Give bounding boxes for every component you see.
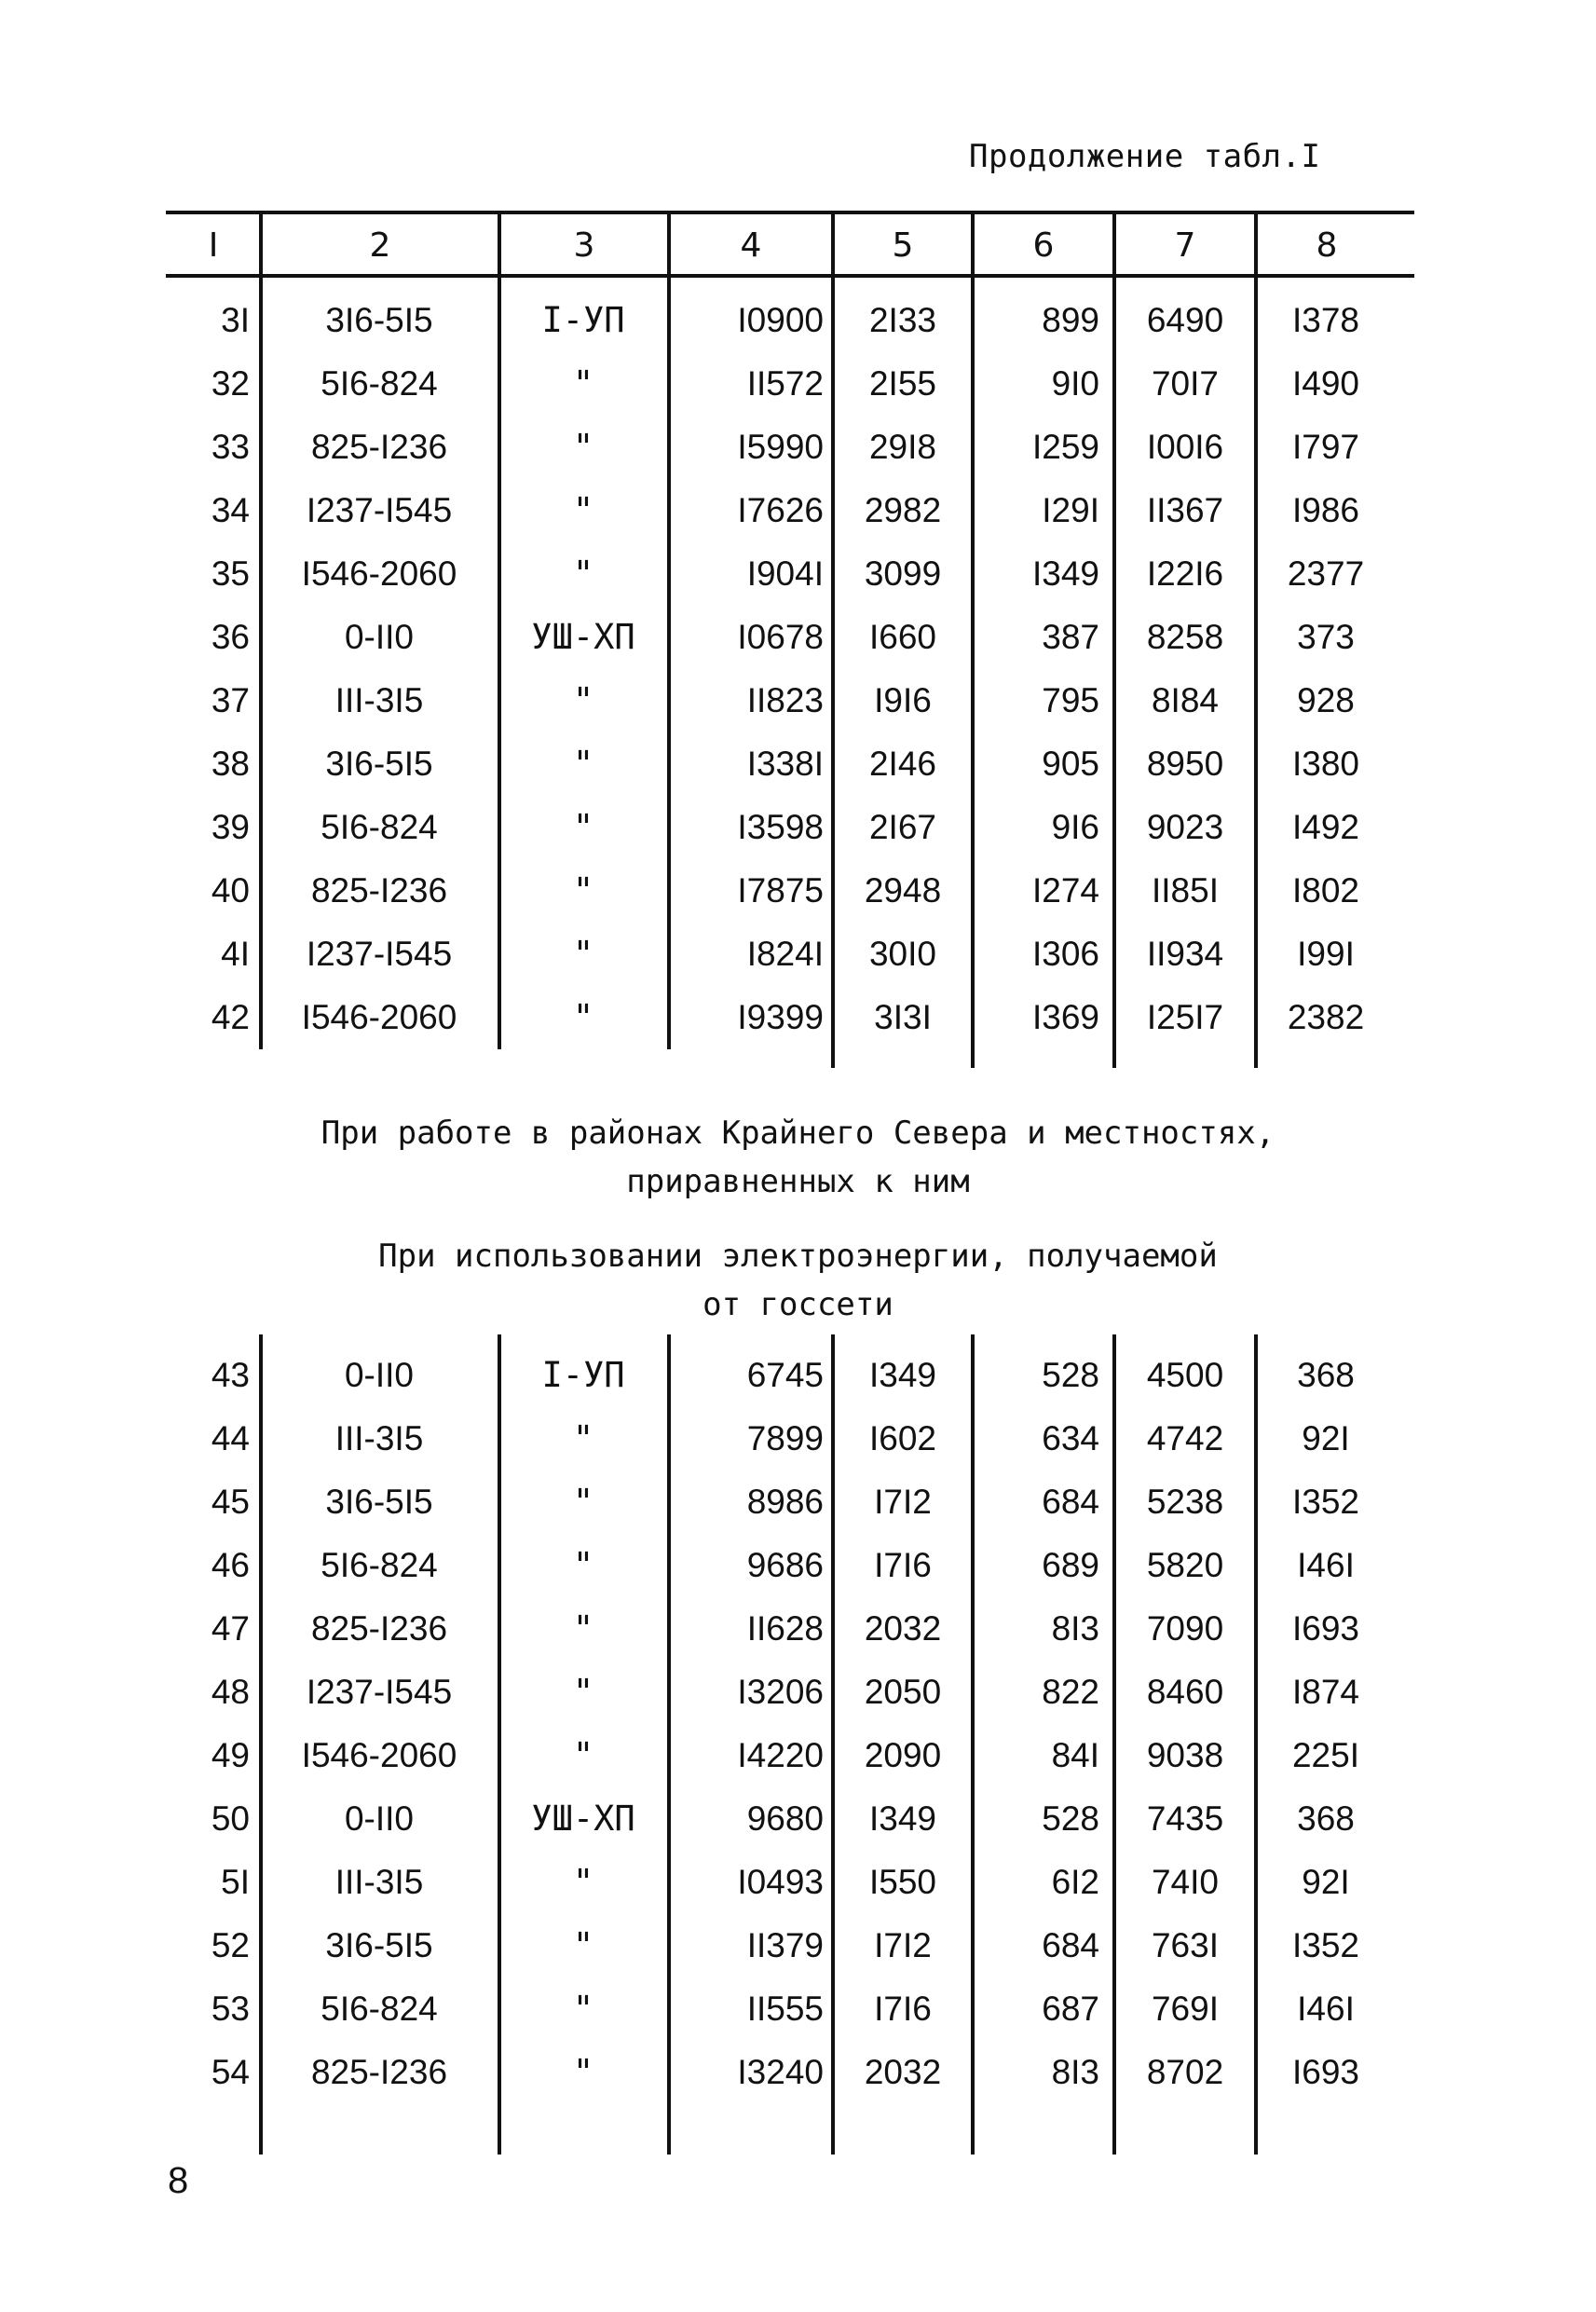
table-cell-col-7: 5238 <box>1146 1483 1224 1521</box>
table-cell-col-3: " <box>572 807 594 847</box>
table-cell-col-8: I490 <box>1291 364 1359 403</box>
table-cell-col-7: I22I6 <box>1146 554 1224 593</box>
table-row <box>166 923 1414 986</box>
table-cell-col-2: 0-II0 <box>344 618 415 656</box>
table-cell-col-2: 825-I236 <box>310 428 448 466</box>
table-row <box>166 1471 1414 1534</box>
table-cell-col-6: I349 <box>1031 554 1099 593</box>
table-header-rule <box>166 274 1414 278</box>
table-cell-col-3: " <box>572 427 594 467</box>
table-cell-col-8: I352 <box>1291 1483 1359 1521</box>
table-cell-col-7: 70I7 <box>1151 364 1219 403</box>
table-cell-col-7: II85I <box>1152 871 1219 910</box>
table-cell-col-6: 8I3 <box>1051 2053 1099 2091</box>
table-cell-col-7: 7435 <box>1146 1799 1224 1838</box>
table-row <box>166 1661 1414 1724</box>
table-cell-col-8: 225I <box>1291 1736 1359 1774</box>
table-cell-col-6: I306 <box>1031 935 1099 973</box>
table-header-row <box>166 214 1414 278</box>
table-cell-col-4: I7875 <box>737 871 824 910</box>
table-cell-col-3: " <box>572 870 594 910</box>
table-cell-col-2: I237-I545 <box>306 935 453 973</box>
table-cell-col-8: 92I <box>1302 1419 1350 1457</box>
table-cell-col-1: 32 <box>211 364 250 403</box>
table-cell-col-3: " <box>572 744 594 784</box>
table-row <box>166 416 1414 479</box>
table-cell-col-7: 4500 <box>1146 1356 1224 1394</box>
table-cell-col-6: I274 <box>1031 871 1099 910</box>
table-cell-col-6: 905 <box>1042 745 1099 783</box>
table-cell-col-6: 795 <box>1042 681 1099 719</box>
table-row <box>166 289 1414 352</box>
table-cell-col-5: I349 <box>868 1799 936 1838</box>
table-cell-col-2: 825-I236 <box>310 2053 448 2091</box>
table-cell-col-3: " <box>572 934 594 974</box>
table-cell-col-4: I9399 <box>737 998 824 1036</box>
table-cell-col-1: 46 <box>211 1546 250 1584</box>
table-row <box>166 1344 1414 1407</box>
header-col-4: 4 <box>740 226 762 265</box>
header-col-6: 6 <box>1032 226 1055 265</box>
table-row <box>166 479 1414 542</box>
table-cell-col-7: 7090 <box>1146 1609 1224 1648</box>
header-col-1: I <box>208 226 219 265</box>
table-cell-col-5: 3I3I <box>874 998 932 1036</box>
table-cell-col-5: I660 <box>868 618 936 656</box>
table-cell-col-5: I7I6 <box>874 1990 932 2028</box>
table-cell-col-5: 30I0 <box>868 935 936 973</box>
table-cell-col-7: 763I <box>1151 1926 1219 1964</box>
table-row <box>166 669 1414 732</box>
table-cell-col-5: I7I2 <box>874 1926 932 1964</box>
table-cell-col-2: 3I6-5I5 <box>325 1926 433 1964</box>
table-cell-col-8: I380 <box>1291 745 1359 783</box>
table-cell-col-1: 49 <box>211 1736 250 1774</box>
table-row <box>166 796 1414 859</box>
table-cell-col-5: I349 <box>868 1356 936 1394</box>
table-cell-col-2: I237-I545 <box>306 1673 453 1711</box>
table-cell-col-3: " <box>572 1989 594 2029</box>
table-cell-col-6: 634 <box>1042 1419 1099 1457</box>
section-heading-line: приравненных к ним <box>626 1163 970 1200</box>
table-cell-col-6: 6I2 <box>1051 1863 1099 1901</box>
table-cell-col-8: I352 <box>1291 1926 1359 1964</box>
table-cell-col-6: 528 <box>1042 1799 1099 1838</box>
table-cell-col-5: 2I33 <box>868 301 936 339</box>
table-cell-col-4: 9686 <box>746 1546 824 1584</box>
table-cell-col-4: I3240 <box>737 2053 824 2091</box>
table-cell-col-8: I46I <box>1297 1990 1355 2028</box>
table-cell-col-1: 36 <box>211 618 250 656</box>
table-cell-col-7: 5820 <box>1146 1546 1224 1584</box>
table-cell-col-2: 5I6-824 <box>321 808 438 846</box>
table-cell-col-4: 8986 <box>746 1483 824 1521</box>
table-cell-col-4: I338I <box>746 745 824 783</box>
table-cell-col-6: 387 <box>1042 618 1099 656</box>
table-cell-col-4: I3598 <box>737 808 824 846</box>
table-cell-col-5: 2I67 <box>868 808 936 846</box>
table-cell-col-4: I0493 <box>737 1863 824 1901</box>
table-cell-col-1: 45 <box>211 1483 250 1521</box>
table-row <box>166 1787 1414 1851</box>
table-cell-col-1: 42 <box>211 998 250 1036</box>
table-cell-col-1: 52 <box>211 1926 250 1964</box>
table-cell-col-8: I492 <box>1291 808 1359 846</box>
table-cell-col-3: I-УП <box>541 300 625 340</box>
table-cell-col-3: " <box>572 363 594 404</box>
table-cell-col-6: I369 <box>1031 998 1099 1036</box>
table-cell-col-1: 34 <box>211 491 250 529</box>
table-cell-col-3: " <box>572 1418 594 1458</box>
table-cell-col-5: 2I55 <box>868 364 936 403</box>
table-cell-col-7: 8950 <box>1146 745 1224 783</box>
table-cell-col-7: 769I <box>1151 1990 1219 2028</box>
table-row <box>166 1407 1414 1471</box>
table-cell-col-4: II628 <box>746 1609 824 1648</box>
table-cell-col-2: I546-2060 <box>301 998 457 1036</box>
header-col-7: 7 <box>1174 226 1196 265</box>
table-cell-col-2: 3I6-5I5 <box>325 1483 433 1521</box>
table-cell-col-7: 8702 <box>1146 2053 1224 2091</box>
table-row <box>166 1977 1414 2041</box>
table-cell-col-3: УШ-ХП <box>531 617 635 657</box>
table-row <box>166 2041 1414 2104</box>
table-cell-col-1: 44 <box>211 1419 250 1457</box>
table-cell-col-3: " <box>572 1735 594 1775</box>
table-cell-col-3: " <box>572 1672 594 1712</box>
table-cell-col-7: II367 <box>1146 491 1224 529</box>
table-cell-col-8: 92I <box>1302 1863 1350 1901</box>
table-cell-col-2: 5I6-824 <box>321 1990 438 2028</box>
table-cell-col-2: 825-I236 <box>310 1609 448 1648</box>
table-cell-col-1: 38 <box>211 745 250 783</box>
table-cell-col-8: I99I <box>1297 935 1355 973</box>
table-cell-col-1: 48 <box>211 1673 250 1711</box>
table-cell-col-5: I602 <box>868 1419 936 1457</box>
table-cell-col-7: 6490 <box>1146 301 1224 339</box>
table-cell-col-2: III-3I5 <box>334 1863 424 1901</box>
header-col-8: 8 <box>1316 226 1338 265</box>
table-cell-col-1: 35 <box>211 554 250 593</box>
table-row <box>166 1534 1414 1597</box>
table-cell-col-1: 33 <box>211 428 250 466</box>
table-cell-col-1: 39 <box>211 808 250 846</box>
table-row <box>166 352 1414 416</box>
table-cell-col-3: " <box>572 490 594 530</box>
table-cell-col-2: 3I6-5I5 <box>325 301 433 339</box>
table-cell-col-5: 2032 <box>864 2053 942 2091</box>
table-cell-col-6: 9I6 <box>1051 808 1099 846</box>
table-cell-col-6: 689 <box>1042 1546 1099 1584</box>
table-cell-col-7: 4742 <box>1146 1419 1224 1457</box>
table-cell-col-6: 822 <box>1042 1673 1099 1711</box>
table-cell-col-7: 9038 <box>1146 1736 1224 1774</box>
table-cell-col-6: 687 <box>1042 1990 1099 2028</box>
section-heading-grid <box>186 1232 1410 1329</box>
table-cell-col-8: I802 <box>1291 871 1359 910</box>
table-cell-col-2: I546-2060 <box>301 1736 457 1774</box>
table-cell-col-5: 3099 <box>864 554 942 593</box>
table-cell-col-5: 29I8 <box>868 428 936 466</box>
table-cell-col-4: I5990 <box>737 428 824 466</box>
header-col-3: 3 <box>573 226 595 265</box>
table-row <box>166 606 1414 669</box>
table-cell-col-8: 368 <box>1297 1356 1355 1394</box>
table-cell-col-6: 84I <box>1051 1736 1099 1774</box>
table-cell-col-7: I00I6 <box>1146 428 1224 466</box>
table-cell-col-2: III-3I5 <box>334 681 424 719</box>
table-cell-col-2: 0-II0 <box>344 1799 415 1838</box>
table-cell-col-4: 6745 <box>746 1356 824 1394</box>
table-caption: Продолжение табл.I <box>969 138 1321 175</box>
table-cell-col-3: " <box>572 1925 594 1965</box>
table-cell-col-2: I237-I545 <box>306 491 453 529</box>
table-cell-col-1: 54 <box>211 2053 250 2091</box>
table-row <box>166 986 1414 1049</box>
table-cell-col-5: 2090 <box>864 1736 942 1774</box>
table-row <box>166 732 1414 796</box>
table-cell-col-7: 9023 <box>1146 808 1224 846</box>
table-cell-col-7: 8460 <box>1146 1673 1224 1711</box>
table-cell-col-6: I29I <box>1042 491 1099 529</box>
table-cell-col-5: 2948 <box>864 871 942 910</box>
table-cell-col-1: 5I <box>221 1863 250 1901</box>
table-cell-col-8: I986 <box>1291 491 1359 529</box>
table-cell-col-3: " <box>572 2052 594 2092</box>
table-cell-col-7: 8258 <box>1146 618 1224 656</box>
table-row <box>166 1724 1414 1787</box>
section-heading-north <box>186 1109 1410 1206</box>
table-cell-col-4: 7899 <box>746 1419 824 1457</box>
table-cell-col-8: I378 <box>1291 301 1359 339</box>
table-cell-col-5: 2I46 <box>868 745 936 783</box>
table-cell-col-4: II555 <box>746 1990 824 2028</box>
table-cell-col-6: 684 <box>1042 1483 1099 1521</box>
table-cell-col-1: 47 <box>211 1609 250 1648</box>
table-cell-col-7: 8I84 <box>1151 681 1219 719</box>
section-heading-line: При работе в районах Крайнего Севера и местностях, <box>321 1115 1275 1152</box>
table-cell-col-5: I7I2 <box>874 1483 932 1521</box>
table-cell-col-5: I9I6 <box>874 681 932 719</box>
table-cell-col-6: 528 <box>1042 1356 1099 1394</box>
table-cell-col-3: " <box>572 1608 594 1648</box>
table-cell-col-8: I693 <box>1291 1609 1359 1648</box>
table-cell-col-4: I0900 <box>737 301 824 339</box>
table-cell-col-2: 5I6-824 <box>321 1546 438 1584</box>
table-row <box>166 859 1414 923</box>
table-cell-col-5: 2032 <box>864 1609 942 1648</box>
table-cell-col-3: I-УП <box>541 1355 625 1395</box>
table-cell-col-4: II379 <box>746 1926 824 1964</box>
table-cell-col-4: I0678 <box>737 618 824 656</box>
table-cell-col-6: 684 <box>1042 1926 1099 1964</box>
table-cell-col-3: " <box>572 1862 594 1902</box>
table-cell-col-3: " <box>572 680 594 720</box>
table-cell-col-8: 2377 <box>1287 554 1365 593</box>
table-cell-col-8: 928 <box>1297 681 1355 719</box>
table-cell-col-8: I874 <box>1291 1673 1359 1711</box>
table-cell-col-6: 9I0 <box>1051 364 1099 403</box>
table-cell-col-3: " <box>572 997 594 1037</box>
table-cell-col-8: 2382 <box>1287 998 1365 1036</box>
table-cell-col-4: I7626 <box>737 491 824 529</box>
table-cell-col-3: " <box>572 1482 594 1522</box>
table-row <box>166 1914 1414 1977</box>
table-cell-col-6: 899 <box>1042 301 1099 339</box>
section-heading-line: При использовании электроэнергии, получаемой <box>378 1238 1218 1275</box>
table-cell-col-1: 50 <box>211 1799 250 1838</box>
table-cell-col-8: 373 <box>1297 618 1355 656</box>
table-cell-col-1: 3I <box>221 301 250 339</box>
table-cell-col-7: II934 <box>1146 935 1224 973</box>
table-cell-col-4: II823 <box>746 681 824 719</box>
table-cell-col-2: 825-I236 <box>310 871 448 910</box>
header-col-2: 2 <box>369 226 391 265</box>
table-cell-col-1: 43 <box>211 1356 250 1394</box>
table-cell-col-4: I4220 <box>737 1736 824 1774</box>
table-cell-col-8: I46I <box>1297 1546 1355 1584</box>
table-cell-col-4: 9680 <box>746 1799 824 1838</box>
table-cell-col-5: I550 <box>868 1863 936 1901</box>
table-cell-col-8: I693 <box>1291 2053 1359 2091</box>
table-cell-col-1: 53 <box>211 1990 250 2028</box>
table-cell-col-3: " <box>572 1545 594 1585</box>
table-cell-col-5: 2982 <box>864 491 942 529</box>
table-cell-col-2: 0-II0 <box>344 1356 415 1394</box>
section-heading-line: от госсети <box>703 1286 893 1323</box>
table-cell-col-7: I25I7 <box>1146 998 1224 1036</box>
table-cell-col-1: 4I <box>221 935 250 973</box>
table-cell-col-2: I546-2060 <box>301 554 457 593</box>
table-cell-col-4: I824I <box>746 935 824 973</box>
table-cell-col-1: 37 <box>211 681 250 719</box>
table-row <box>166 1851 1414 1914</box>
table-row <box>166 542 1414 606</box>
table-cell-col-4: I3206 <box>737 1673 824 1711</box>
table-cell-col-5: I7I6 <box>874 1546 932 1584</box>
table-cell-col-3: " <box>572 554 594 594</box>
table-cell-col-1: 40 <box>211 871 250 910</box>
table-cell-col-2: 3I6-5I5 <box>325 745 433 783</box>
table-cell-col-2: 5I6-824 <box>321 364 438 403</box>
table-cell-col-6: I259 <box>1031 428 1099 466</box>
table-cell-col-4: II572 <box>746 364 824 403</box>
header-col-5: 5 <box>892 226 914 265</box>
table-row <box>166 1597 1414 1661</box>
table-cell-col-7: 74I0 <box>1151 1863 1219 1901</box>
table-cell-col-4: I904I <box>746 554 824 593</box>
table-cell-col-2: III-3I5 <box>334 1419 424 1457</box>
table-cell-col-3: УШ-ХП <box>531 1799 635 1839</box>
page-number: 8 <box>168 2160 189 2201</box>
table-cell-col-8: I797 <box>1291 428 1359 466</box>
table-cell-col-5: 2050 <box>864 1673 942 1711</box>
table-cell-col-6: 8I3 <box>1051 1609 1099 1648</box>
table-cell-col-8: 368 <box>1297 1799 1355 1838</box>
